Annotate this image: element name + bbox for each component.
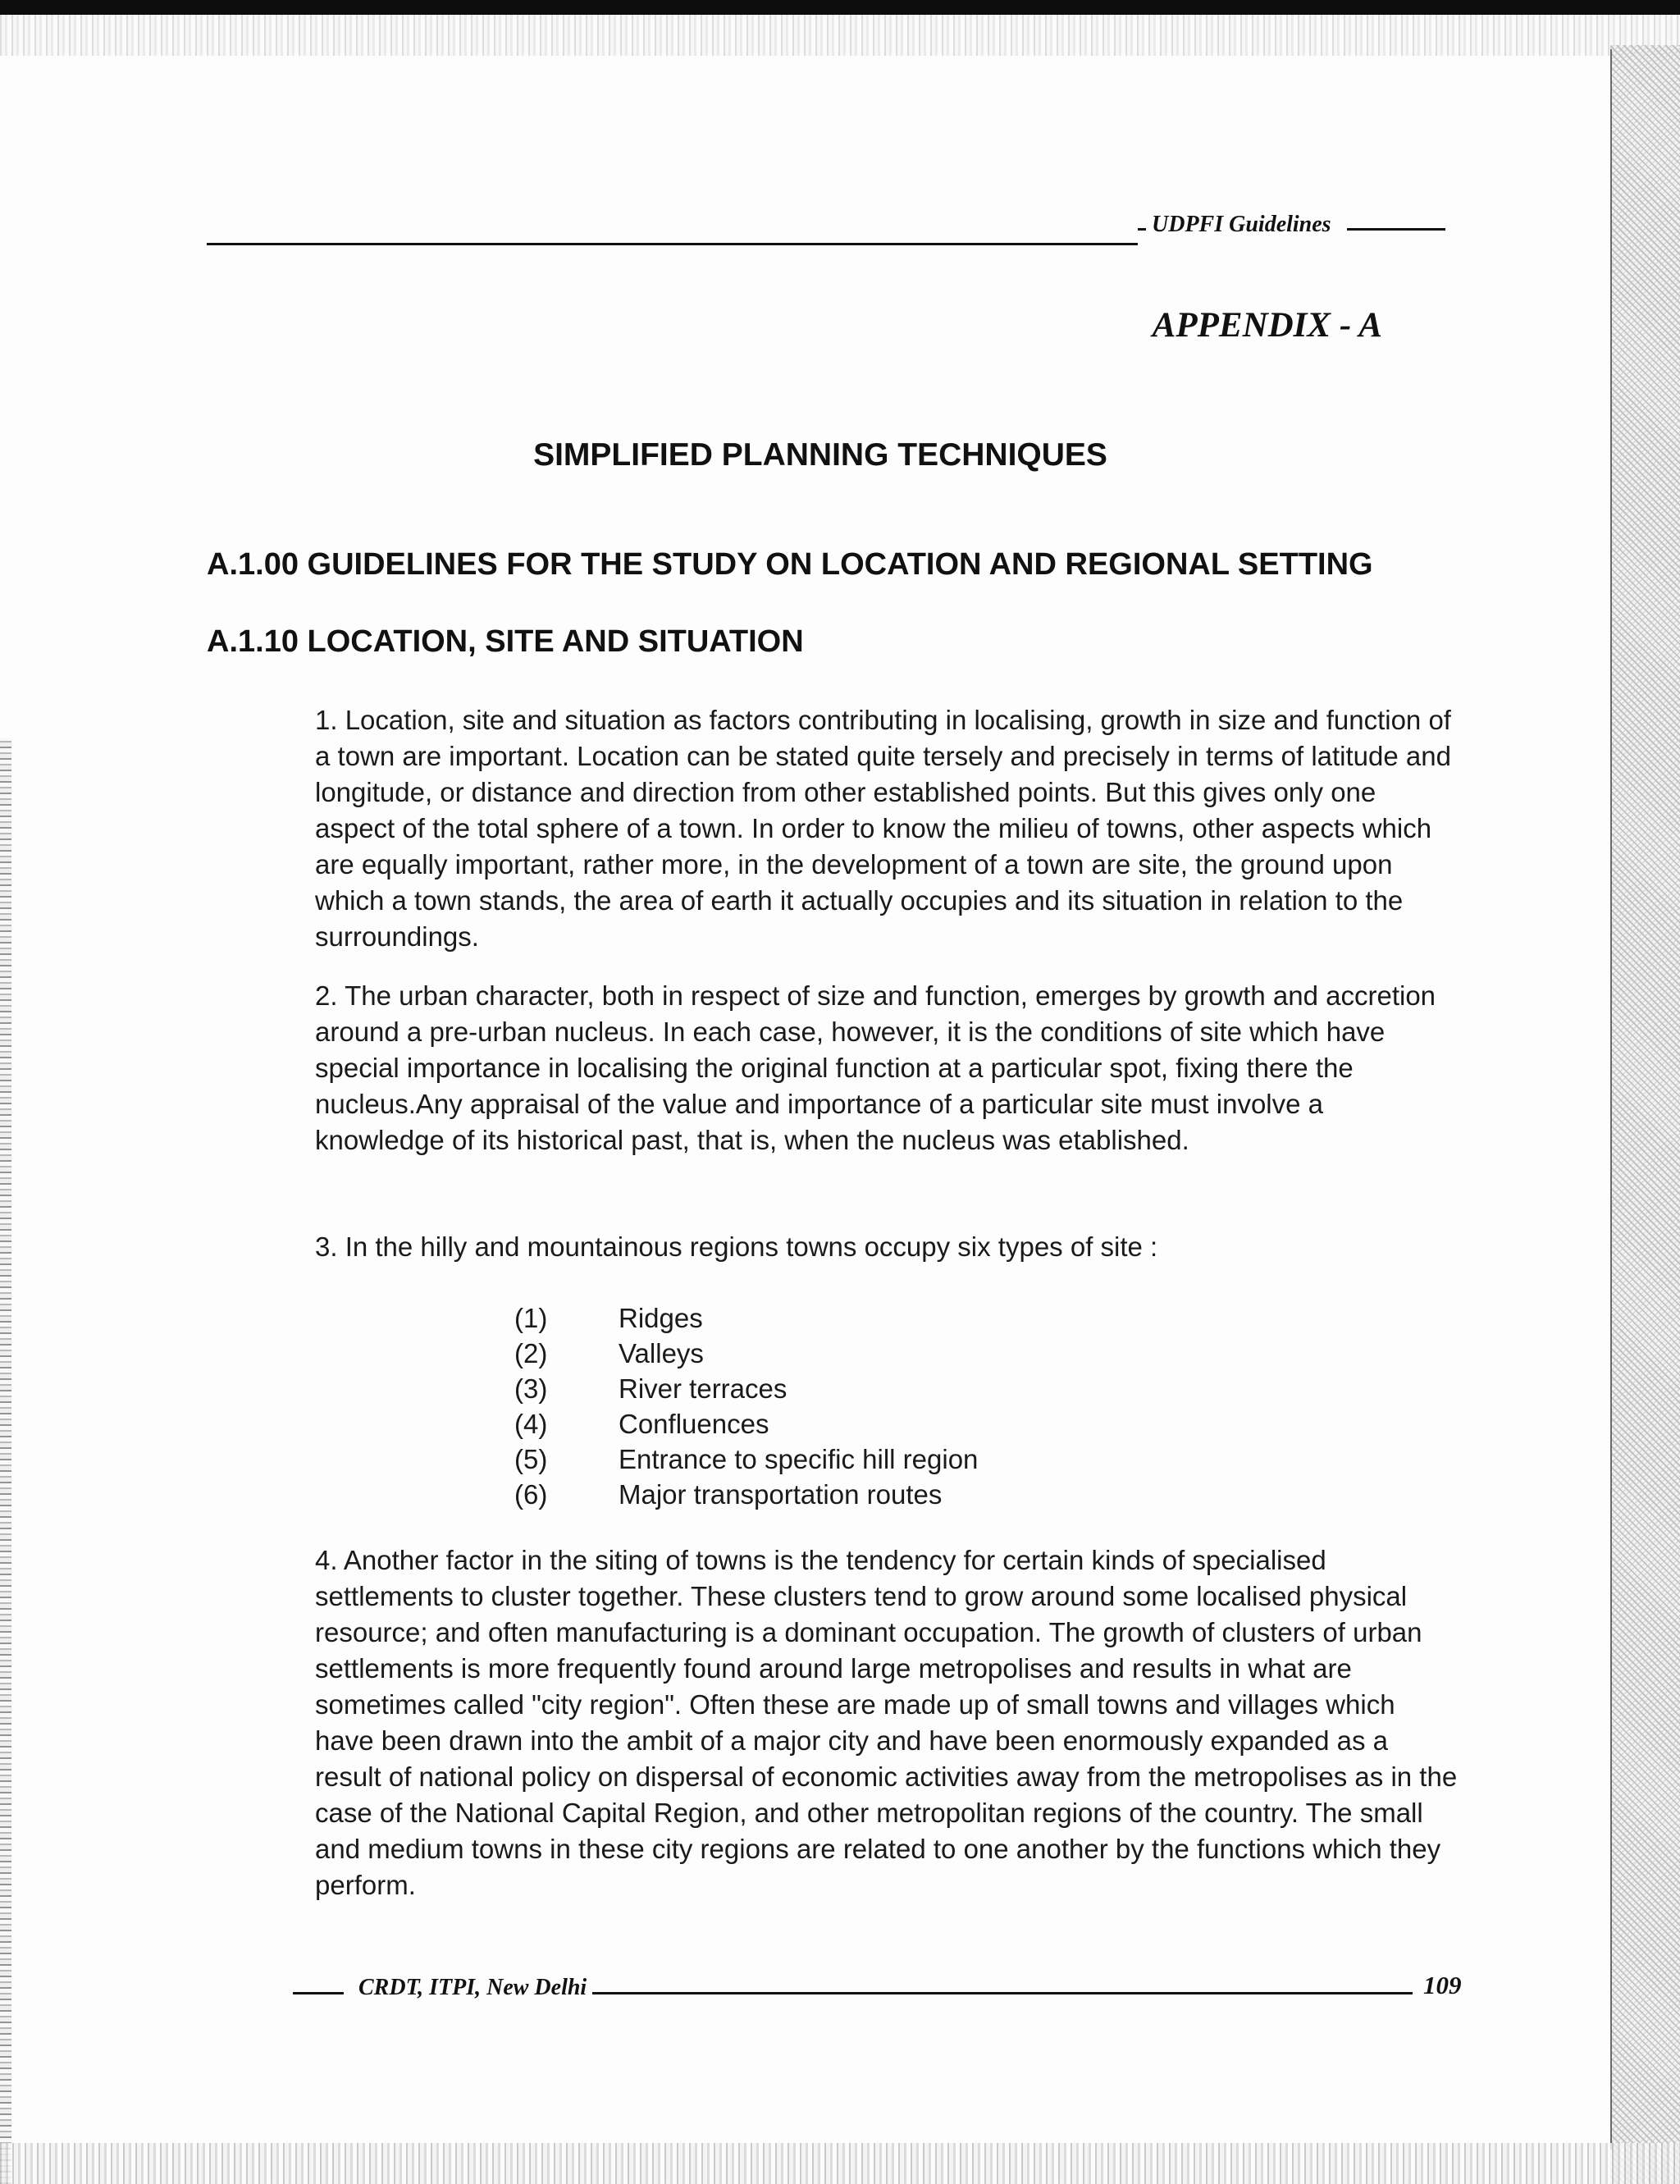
list-item-label: Entrance to specific hill region <box>619 1444 979 1474</box>
header-rule-dash <box>1138 228 1146 231</box>
page-right-border <box>1610 49 1612 2150</box>
subsection-heading: A.1.10 LOCATION, SITE AND SITUATION <box>207 624 804 659</box>
page-number: 109 <box>1423 1971 1462 1999</box>
list-item <box>514 1442 1253 1477</box>
list-item <box>514 1336 1253 1371</box>
list-item <box>514 1300 1253 1336</box>
scan-top-border <box>0 0 1680 15</box>
list-item-number: (3) <box>514 1373 548 1404</box>
page-footer <box>293 1971 1466 2004</box>
list-item <box>514 1371 1253 1406</box>
list-item <box>514 1477 1253 1512</box>
scan-right-edge <box>1610 45 1680 2184</box>
running-title: UDPFI Guidelines <box>1152 212 1331 237</box>
list-item-number: (5) <box>514 1444 548 1474</box>
paragraph-3: 3. In the hilly and mountainous regions towns occupy six types of site : <box>315 1231 1158 1262</box>
scan-bottom-noise <box>0 2143 1680 2184</box>
list-item-number: (1) <box>514 1303 548 1333</box>
list-item-label: Ridges <box>619 1303 703 1333</box>
footer-rule-right <box>592 1992 1413 1994</box>
site-types-list <box>514 1300 1253 1512</box>
header-rule-left <box>207 243 1138 245</box>
scan-top-noise <box>0 15 1680 56</box>
paragraph-2: 2. The urban character, both in respect of size and function, emerges by growth and accretion around a pre-urban nucleus. In each case, however, it is the conditions of site which have special importance in localising the original function at a particular spot, fixing there the nucleus.Any appraisal of the value and importance of a particular site must involve a knowledge of its historical past, that is, when the nucleus was etablished. <box>315 980 1436 1155</box>
running-header <box>207 212 1445 244</box>
paragraph-4: 4. Another factor in the siting of towns is the tendency for certain kinds of specialised settlements to cluster together. These clusters tend to grow around some localised physical resource; and often manufacturing is a dominant occupation. The growth of clusters of urban settlements is more frequently found around large metropolises and results in what are sometimes called "city region". Often these are made up of small towns and villages which have been drawn into the ambit of a major city and have been enormously expanded as a result of national policy on dispersal of economic activities away from the metropolises as in the case of the National Capital Region, and other metropolitan regions of the country. The small and medium towns in these city regions are related to one another by the functions which they perform. <box>315 1545 1458 1900</box>
paragraph-1: 1. Location, site and situation as factors contributing in localising, growth in size and function of a town are important. Location can be stated quite tersely and precisely in terms of latitude and longitude, or distance and direction from other established points. But this gives only one aspect of the total sphere of a town. In order to know the milieu of towns, other aspects which are equally important, rather more, in the development of a town are site, the ground upon which a town stands, the area of earth it actually occupies and its situation in relation to the surroundings. <box>315 705 1451 952</box>
document-title: SIMPLIFIED PLANNING TECHNIQUES <box>533 437 1107 473</box>
section-heading: A.1.00 GUIDELINES FOR THE STUDY ON LOCATION AND REGIONAL SETTING <box>207 547 1373 582</box>
list-item-label: Major transportation routes <box>619 1479 943 1510</box>
list-item-number: (4) <box>514 1409 548 1439</box>
header-rule-right <box>1347 228 1445 231</box>
list-item-label: Confluences <box>619 1409 769 1439</box>
scan-left-edge <box>0 738 11 2184</box>
appendix-label: APPENDIX - A <box>1152 306 1382 345</box>
list-item-number: (2) <box>514 1338 548 1368</box>
list-item <box>514 1406 1253 1442</box>
footer-organization: CRDT, ITPI, New Delhi <box>358 1975 587 2000</box>
footer-rule-left <box>293 1992 344 1994</box>
list-item-label: Valleys <box>619 1338 704 1368</box>
list-item-label: River terraces <box>619 1373 788 1404</box>
list-item-number: (6) <box>514 1479 548 1510</box>
